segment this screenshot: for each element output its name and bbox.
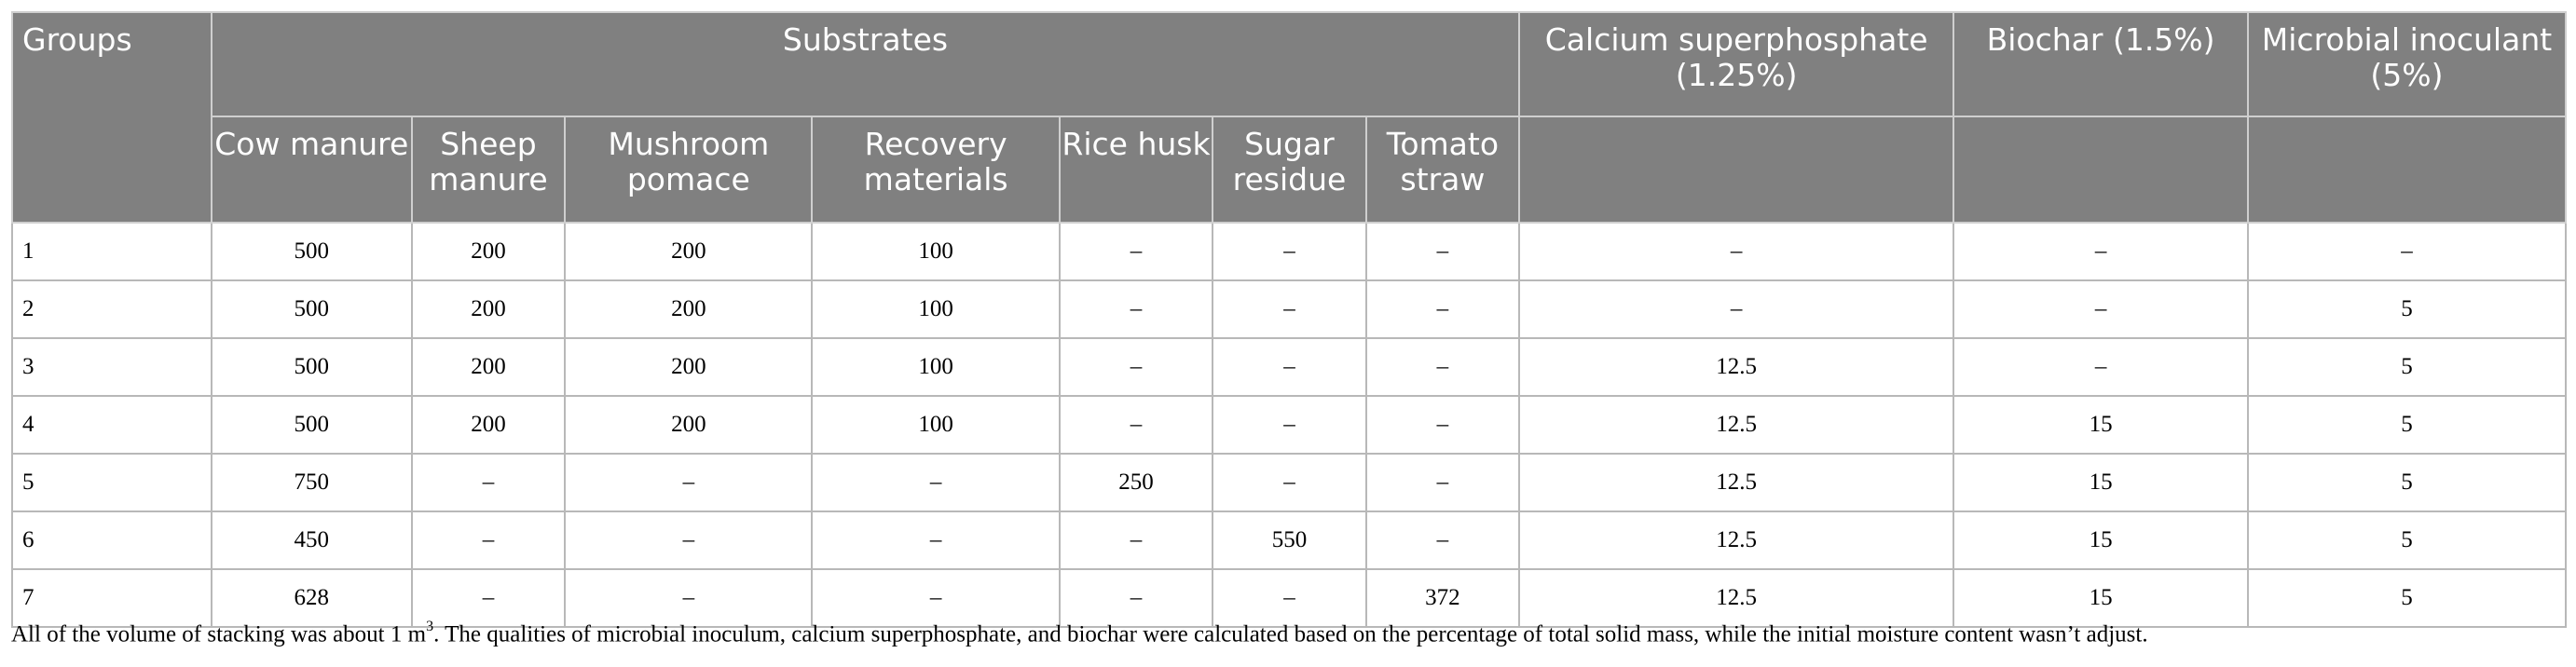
cell-mushroom-pomace: –: [565, 569, 812, 627]
cell-rice-husk: –: [1060, 569, 1213, 627]
cell-microbial-inoculant: 5: [2248, 396, 2566, 454]
footnote-text-before: All of the volume of stacking was about 1 m: [11, 621, 427, 647]
cell-microbial-inoculant: 5: [2248, 280, 2566, 338]
header-mushroom-pomace: Mushroom pomace: [565, 116, 812, 223]
cell-biochar: –: [1953, 338, 2248, 396]
cell-cow-manure: 500: [212, 280, 412, 338]
cell-microbial-inoculant: 5: [2248, 511, 2566, 569]
cell-group: 6: [12, 511, 212, 569]
header-row-sub: [12, 116, 2566, 223]
cell-recovery-materials: –: [812, 511, 1059, 569]
header-sugar-residue: Sugar residue: [1213, 116, 1365, 223]
cell-recovery-materials: 100: [812, 280, 1059, 338]
cell-calcium-superphosphate: 12.5: [1519, 338, 1953, 396]
cell-biochar: 15: [1953, 511, 2248, 569]
cell-recovery-materials: –: [812, 454, 1059, 511]
cell-rice-husk: –: [1060, 338, 1213, 396]
cell-sheep-manure: –: [412, 511, 565, 569]
cell-cow-manure: 500: [212, 338, 412, 396]
table-body: [12, 223, 2566, 627]
cell-biochar: –: [1953, 223, 2248, 280]
cell-rice-husk: –: [1060, 396, 1213, 454]
cell-sheep-manure: –: [412, 454, 565, 511]
cell-calcium-superphosphate: –: [1519, 223, 1953, 280]
header-rice-husk: Rice husk: [1060, 116, 1213, 223]
cell-cow-manure: 450: [212, 511, 412, 569]
cell-mushroom-pomace: –: [565, 511, 812, 569]
header-cow-manure: Cow manure: [212, 116, 412, 223]
cell-microbial-inoculant: –: [2248, 223, 2566, 280]
composting-groups-table: [11, 11, 2567, 628]
cell-calcium-superphosphate: 12.5: [1519, 396, 1953, 454]
cell-mushroom-pomace: 200: [565, 338, 812, 396]
table-row: [12, 569, 2566, 627]
header-microbial-inoculant: Microbial inoculant (5%): [2248, 12, 2566, 116]
cell-microbial-inoculant: 5: [2248, 569, 2566, 627]
cell-sheep-manure: 200: [412, 396, 565, 454]
cell-biochar: 15: [1953, 454, 2248, 511]
header-sheep-manure: Sheep manure: [412, 116, 565, 223]
cell-sugar-residue: –: [1213, 454, 1365, 511]
table-row: [12, 396, 2566, 454]
cell-group: 3: [12, 338, 212, 396]
cell-recovery-materials: 100: [812, 338, 1059, 396]
cell-tomato-straw: 372: [1366, 569, 1519, 627]
cell-rice-husk: 250: [1060, 454, 1213, 511]
cell-biochar: 15: [1953, 396, 2248, 454]
header-calcium-superphosphate: Calcium superphosphate (1.25%): [1519, 12, 1953, 116]
cell-sheep-manure: 200: [412, 223, 565, 280]
cell-cow-manure: 500: [212, 223, 412, 280]
cell-sheep-manure: 200: [412, 338, 565, 396]
header-row-top: [12, 12, 2566, 116]
footnote-text-after: . The qualities of microbial inoculum, calcium superphosphate, and biochar were calculated based on the percentage of total solid mass, while the initial moisture content wasn’t adjust.: [433, 621, 2148, 647]
table-row: [12, 338, 2566, 396]
cell-group: 1: [12, 223, 212, 280]
cell-recovery-materials: –: [812, 569, 1059, 627]
cell-sugar-residue: –: [1213, 223, 1365, 280]
cell-group: 4: [12, 396, 212, 454]
cell-tomato-straw: –: [1366, 280, 1519, 338]
cell-biochar: 15: [1953, 569, 2248, 627]
cell-sheep-manure: 200: [412, 280, 565, 338]
cell-calcium-superphosphate: 12.5: [1519, 454, 1953, 511]
cell-sugar-residue: –: [1213, 280, 1365, 338]
header-tomato-straw: Tomato straw: [1366, 116, 1519, 223]
cell-group: 5: [12, 454, 212, 511]
cell-mushroom-pomace: 200: [565, 280, 812, 338]
cell-tomato-straw: –: [1366, 338, 1519, 396]
cell-group: 2: [12, 280, 212, 338]
cell-rice-husk: –: [1060, 223, 1213, 280]
cell-calcium-superphosphate: –: [1519, 280, 1953, 338]
cell-tomato-straw: –: [1366, 223, 1519, 280]
header-biochar: Biochar (1.5%): [1953, 12, 2248, 116]
table-row: [12, 280, 2566, 338]
table-footnote: [11, 620, 2148, 647]
header-empty-biochar: [1953, 116, 2248, 223]
cell-calcium-superphosphate: 12.5: [1519, 511, 1953, 569]
cell-sugar-residue: –: [1213, 396, 1365, 454]
header-empty-microbial: [2248, 116, 2566, 223]
header-empty-calcium: [1519, 116, 1953, 223]
table-row: [12, 223, 2566, 280]
header-groups: Groups: [12, 12, 212, 223]
table-row: [12, 511, 2566, 569]
cell-mushroom-pomace: 200: [565, 396, 812, 454]
cell-microbial-inoculant: 5: [2248, 338, 2566, 396]
cell-sugar-residue: 550: [1213, 511, 1365, 569]
cell-recovery-materials: 100: [812, 223, 1059, 280]
cell-mushroom-pomace: –: [565, 454, 812, 511]
cell-calcium-superphosphate: 12.5: [1519, 569, 1953, 627]
composting-table-container: [11, 11, 2567, 628]
cell-rice-husk: –: [1060, 511, 1213, 569]
cell-sugar-residue: –: [1213, 338, 1365, 396]
cell-mushroom-pomace: 200: [565, 223, 812, 280]
cell-tomato-straw: –: [1366, 511, 1519, 569]
cell-rice-husk: –: [1060, 280, 1213, 338]
header-substrates: Substrates: [212, 12, 1519, 116]
cell-biochar: –: [1953, 280, 2248, 338]
table-row: [12, 454, 2566, 511]
cell-tomato-straw: –: [1366, 454, 1519, 511]
cell-cow-manure: 750: [212, 454, 412, 511]
cell-sheep-manure: –: [412, 569, 565, 627]
header-recovery-materials: Recovery materials: [812, 116, 1059, 223]
cell-cow-manure: 500: [212, 396, 412, 454]
cell-group: 7: [12, 569, 212, 627]
table-header: [12, 12, 2566, 223]
cell-tomato-straw: –: [1366, 396, 1519, 454]
cell-recovery-materials: 100: [812, 396, 1059, 454]
footnote-superscript: 3: [426, 619, 434, 634]
cell-sugar-residue: –: [1213, 569, 1365, 627]
cell-microbial-inoculant: 5: [2248, 454, 2566, 511]
cell-cow-manure: 628: [212, 569, 412, 627]
